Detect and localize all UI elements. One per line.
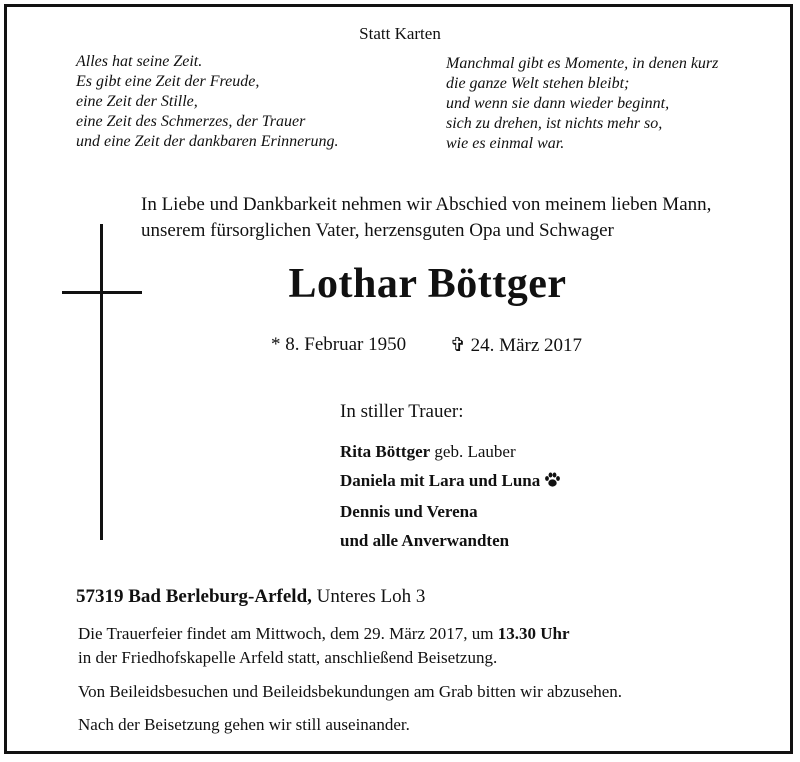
poem-left: [76, 52, 338, 152]
mourning-heading: In stiller Trauer:: [340, 401, 464, 422]
funeral-time: 13.30 Uhr: [497, 624, 570, 643]
poem-right-line: und wenn sie dann wieder beginnt,: [446, 95, 670, 112]
mourner-name: Daniela mit Lara und Luna: [340, 471, 541, 490]
intro-line: In Liebe und Dankbarkeit nehmen wir Abschied von meinem lieben Mann,: [141, 194, 712, 215]
mourner-daniela: [340, 466, 561, 497]
poem-right-line: Manchmal gibt es Momente, in denen kurz: [446, 55, 719, 72]
address-city: 57319 Bad Berleburg-Arfeld,: [76, 586, 312, 607]
funeral-info: [78, 622, 570, 670]
death-cross-icon: ✞: [450, 335, 466, 356]
address-street: Unteres Loh 3: [316, 586, 426, 607]
death-date: [450, 334, 582, 357]
funeral-line-text: Die Trauerfeier findet am Mittwoch, dem 29. März 2017, um: [78, 624, 494, 643]
poem-left-line: Es gibt eine Zeit der Freude,: [76, 73, 260, 90]
paw-icon: [544, 468, 561, 497]
address: [76, 586, 425, 608]
closing-note: Nach der Beisetzung gehen wir still auseinander.: [78, 715, 410, 734]
funeral-line: in der Friedhofskapelle Arfeld statt, anschließend Beisetzung.: [78, 648, 498, 667]
condolence-note: Von Beileidsbesuchen und Beileidsbekundungen am Grab bitten wir abzusehen.: [78, 682, 623, 701]
poem-right-line: wie es einmal war.: [446, 135, 565, 152]
mourners-list: [340, 437, 561, 555]
poem-right-line: die ganze Welt stehen bleibt;: [446, 75, 630, 92]
poem-right: [446, 54, 718, 154]
poem-left-line: und eine Zeit der dankbaren Erinnerung.: [76, 133, 339, 150]
poem-left-line: Alles hat seine Zeit.: [76, 53, 203, 70]
poem-right-line: sich zu drehen, ist nichts mehr so,: [446, 115, 663, 132]
deceased-name: Lothar Böttger: [288, 261, 567, 307]
mourner-rita: [340, 437, 561, 466]
mourner-dennis: Dennis und Verena: [340, 502, 478, 521]
intro-text: [141, 192, 711, 244]
notice-header: Statt Karten: [359, 24, 441, 43]
death-date-value: 24. März 2017: [470, 335, 583, 356]
mourner-suffix: geb. Lauber: [434, 442, 516, 461]
funeral-line: [78, 622, 570, 646]
birth-date: * 8. Februar 1950: [271, 334, 407, 355]
mourner-relatives: und alle Anverwandten: [340, 531, 510, 550]
mourner-name: Rita Böttger: [340, 442, 431, 461]
intro-line: unserem fürsorglichen Vater, herzensguten Opa und Schwager: [141, 220, 614, 241]
poem-left-line: eine Zeit des Schmerzes, der Trauer: [76, 113, 306, 130]
poem-left-line: eine Zeit der Stille,: [76, 93, 198, 110]
